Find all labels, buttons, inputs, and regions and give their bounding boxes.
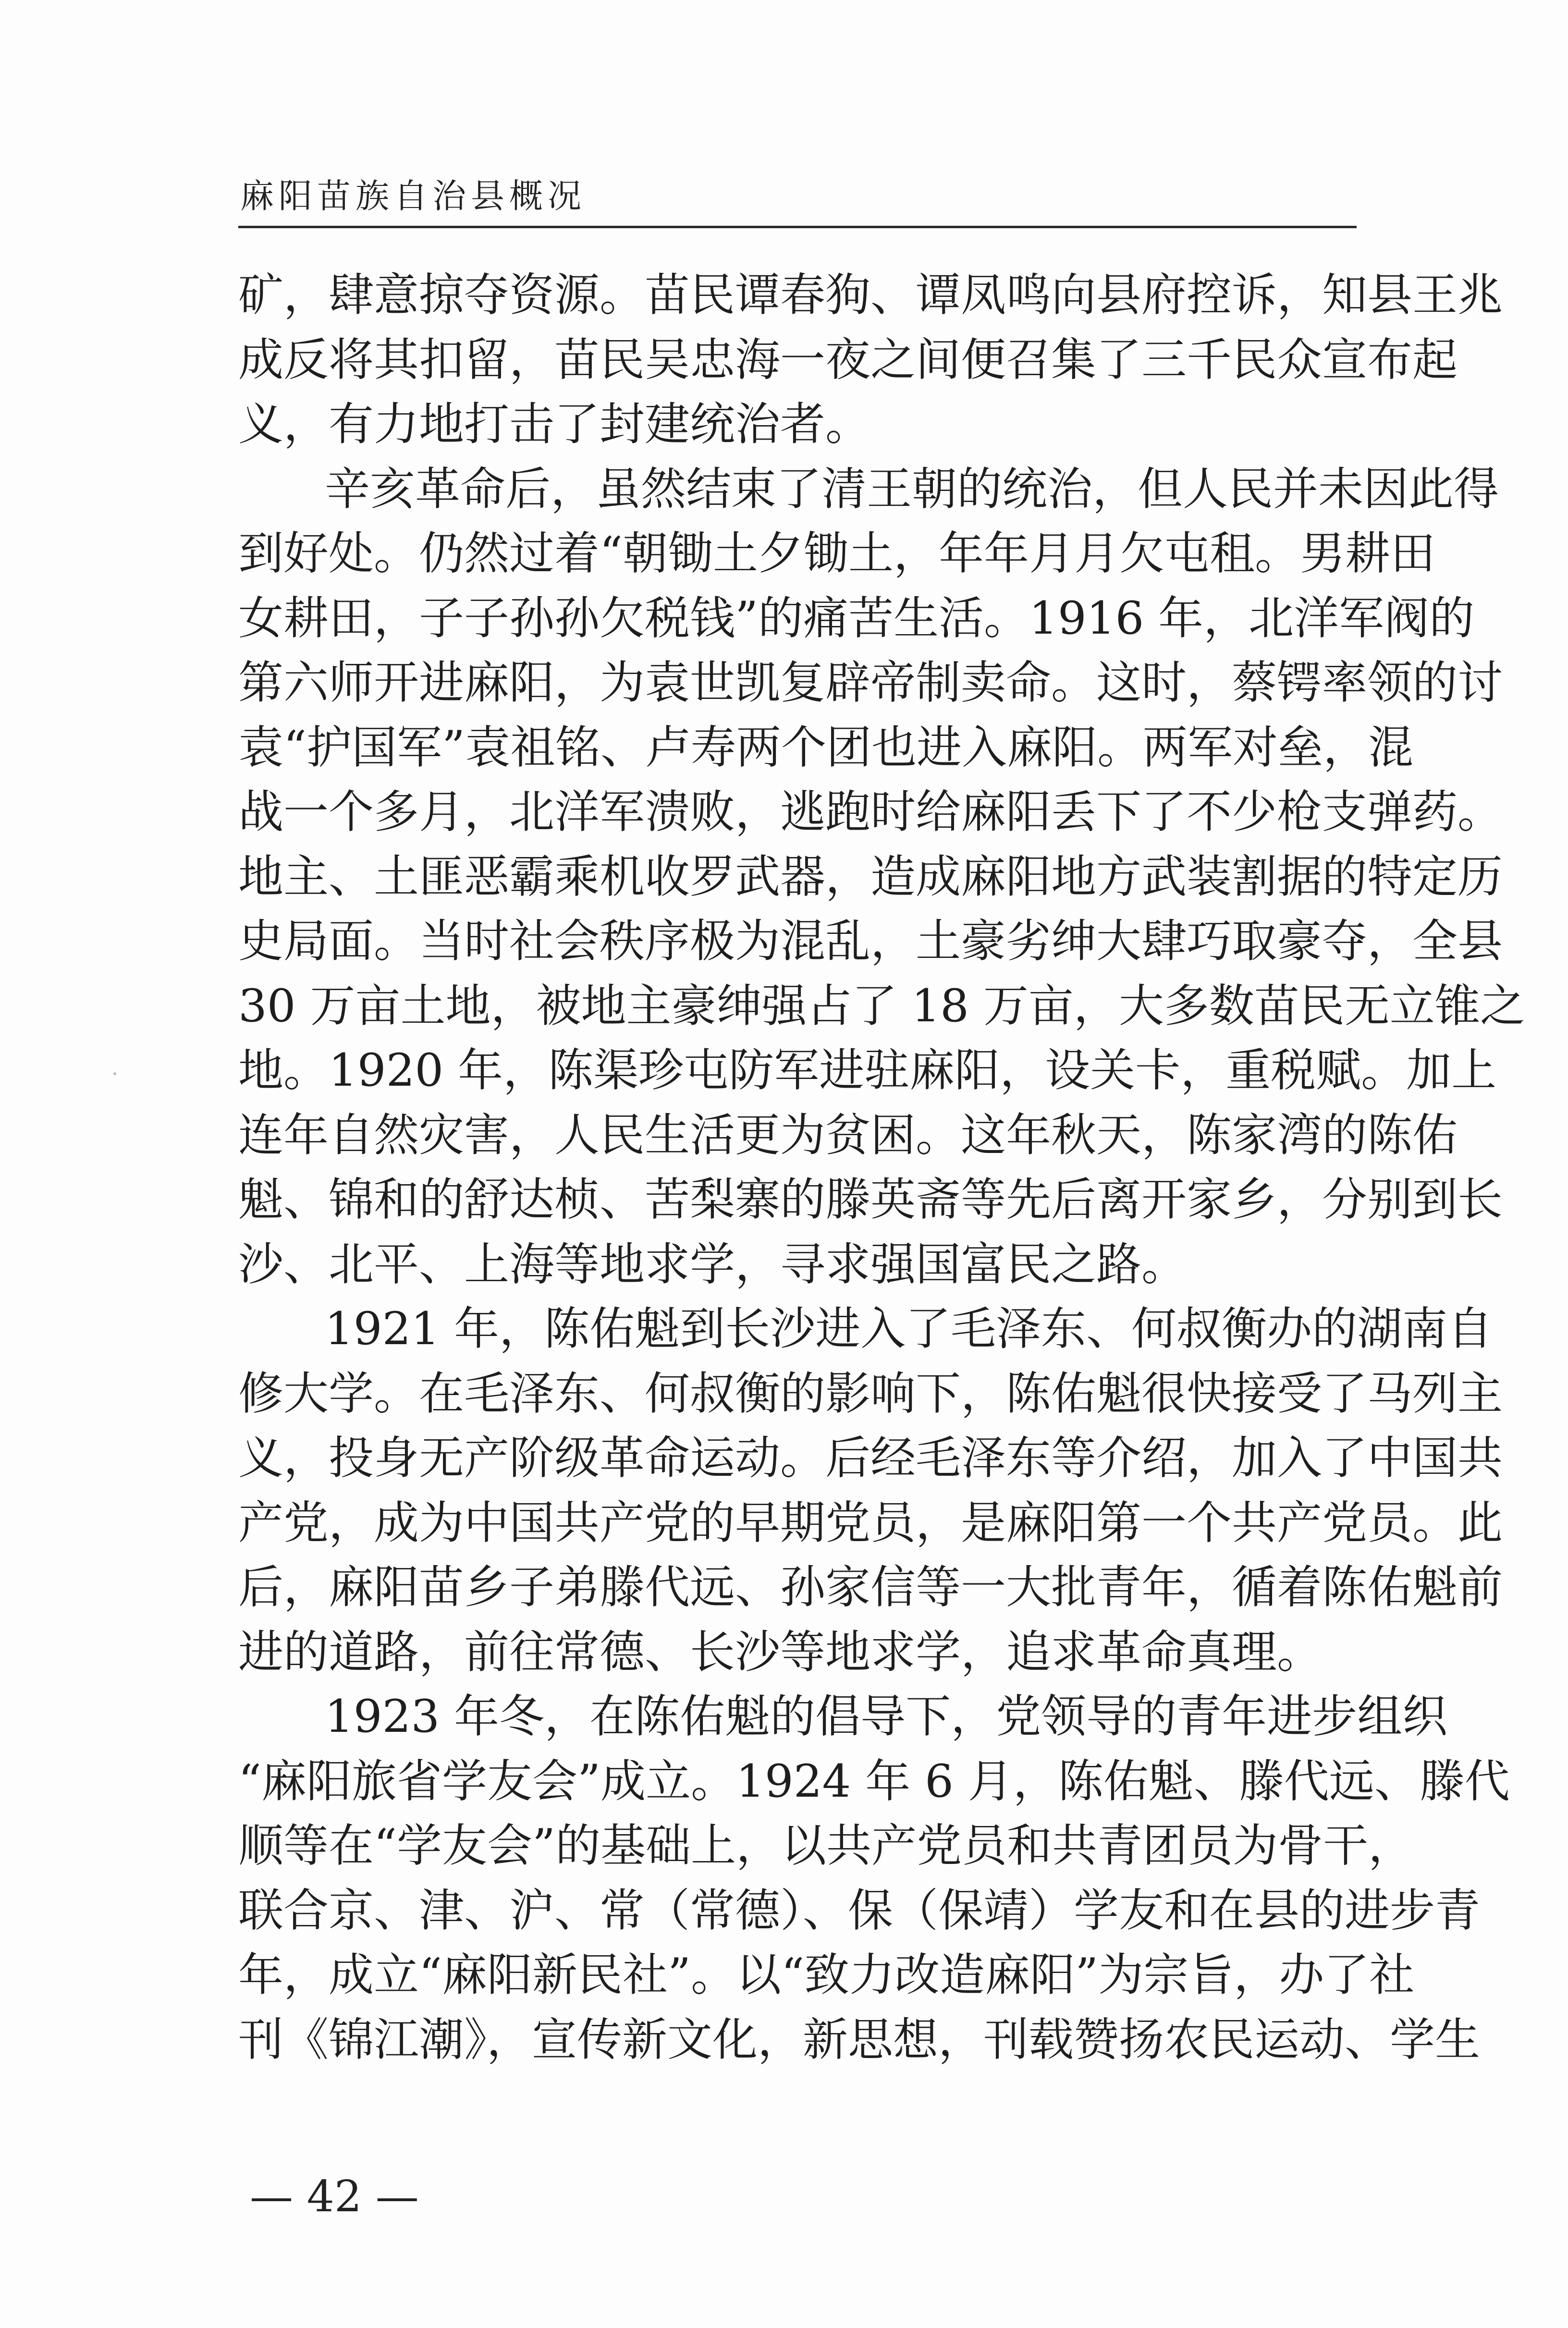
text-line: 30 万亩土地，被地主豪绅强占了 18 万亩，大多数苗民无立锥之 (238, 980, 1525, 1032)
body-text (238, 263, 1525, 2072)
text-line: 后，麻阳苗乡子弟滕代远、孙家信等一大批青年，循着陈佑魁前 (238, 1561, 1503, 1614)
text-line: 魁、锦和的舒达桢、苦梨寨的滕英斋等先后离开家乡，分别到长 (238, 1174, 1503, 1226)
text-line: 进的道路，前往常德、长沙等地求学，追求革命真理。 (238, 1626, 1323, 1679)
text-line: 矿，肆意掠夺资源。苗民谭春狗、谭凤鸣向县府控诉，知县王兆 (238, 269, 1503, 321)
text-line: 顺等在“学友会”的基础上，以共产党员和共青团员为骨干， (238, 1820, 1414, 1872)
text-line: 连年自然灾害，人民生活更为贫困。这年秋天，陈家湾的陈佑 (238, 1109, 1458, 1162)
scan-speck (113, 1072, 116, 1075)
text-line: 战一个多月，北洋军溃败，逃跑时给麻阳丢下了不少枪支弹药。 (238, 786, 1503, 838)
text-line: 1921 年，陈佑魁到长沙进入了毛泽东、何叔衡办的湖南自 (325, 1303, 1493, 1355)
text-line: 地。1920 年，陈渠珍屯防军进驻麻阳，设关卡，重税赋。加上 (238, 1044, 1497, 1097)
page-number: — 42 — (250, 2171, 419, 2222)
text-line: 女耕田，子子孙孙欠税钱”的痛苦生活。1916 年，北洋军阀的 (238, 592, 1475, 645)
text-line: 义，投身无产阶级革命运动。后经毛泽东等介绍，加入了中国共 (238, 1432, 1503, 1484)
text-line: 刊《锦江潮》，宣传新文化，新思想，刊载赞扬农民运动、学生 (238, 2013, 1481, 2066)
text-line: “麻阳旅省学友会”成立。1924 年 6 月，陈佑魁、滕代远、滕代 (238, 1755, 1510, 1808)
text-line: 1923 年冬，在陈佑魁的倡导下，党领导的青年进步组织 (325, 1691, 1448, 1743)
text-line: 辛亥革命后，虽然结束了清王朝的统治，但人民并未因此得 (325, 463, 1499, 515)
text-line: 义，有力地打击了封建统治者。 (238, 398, 871, 451)
text-line: 年，成立“麻阳新民社”。以“致力改造麻阳”为宗旨，办了社 (238, 1949, 1415, 2001)
text-line: 地主、土匪恶霸乘机收罗武器，造成麻阳地方武装割据的特定历 (238, 850, 1503, 903)
text-line: 第六师开进麻阳，为袁世凯复辟帝制卖命。这时，蔡锷率领的讨 (238, 657, 1503, 709)
running-head-title: 麻阳苗族自治县概况 (240, 176, 586, 216)
text-line: 袁“护国军”袁祖铭、卢寿两个团也进入麻阳。两军对垒，混 (238, 721, 1414, 774)
text-line: 沙、北平、上海等地求学，寻求强国富民之路。 (238, 1238, 1187, 1291)
text-line: 修大学。在毛泽东、何叔衡的影响下，陈佑魁很快接受了马列主 (238, 1367, 1503, 1420)
header-rule (238, 226, 1357, 228)
text-line: 产党，成为中国共产党的早期党员，是麻阳第一个共产党员。此 (238, 1496, 1503, 1549)
text-line: 联合京、津、沪、常（常德）、保（保靖）学友和在县的进步青 (238, 1884, 1481, 1937)
text-line: 成反将其扣留，苗民吴忠海一夜之间便召集了三千民众宣布起 (238, 333, 1458, 386)
text-line: 史局面。当时社会秩序极为混乱，土豪劣绅大肆巧取豪夺，全县 (238, 915, 1503, 968)
text-line: 到好处。仍然过着“朝锄土夕锄土，年年月月欠屯租。男耕田 (238, 527, 1436, 580)
